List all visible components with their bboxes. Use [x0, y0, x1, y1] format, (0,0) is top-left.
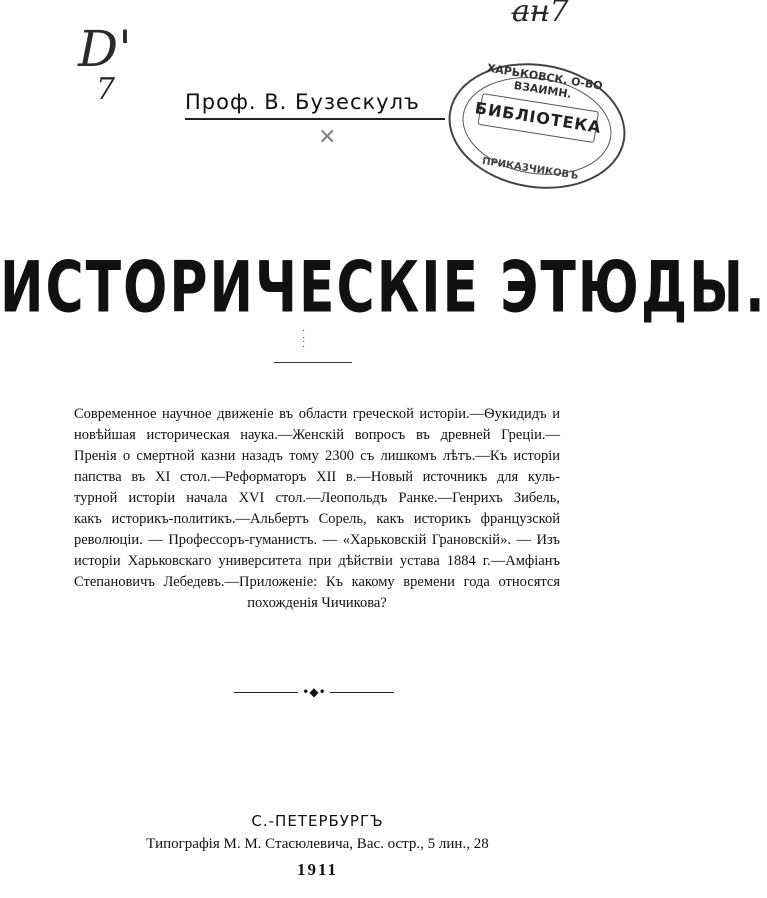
author-name: Проф. В. Бузескулъ — [185, 90, 445, 120]
contents-line: Степановичъ Лебедевъ.—Приложеніе: Къ какому времени года относятся — [74, 574, 560, 590]
contents-line: папства въ XI стол.—Реформаторъ XII в.—Новый источникъ для куль- — [74, 469, 560, 485]
imprint-year: 1911 — [296, 860, 339, 879]
library-stamp — [439, 51, 634, 201]
pencil-scribble-mark: × — [318, 124, 337, 149]
contents-line: турной исторіи начала XVI стол.—Леопольдъ Ранке.—Генрихъ Зибель, — [74, 490, 560, 506]
imprint-city: С.-ПЕТЕРБУРГЪ — [251, 812, 384, 830]
book-title: ИСТОРИЧЕСКІЕ ЭТЮДЫ. — [0, 248, 767, 329]
divider-left-rule — [234, 692, 298, 693]
imprint-printer: Типографія М. М. Стасюлевича, Вас. остр., 5 лин., 28 — [146, 836, 489, 852]
stamp-top-text: ХАРЬКОВСК. О-ВО ВЗАИМН. — [485, 61, 604, 101]
handwritten-mark-seven: 7 — [96, 72, 116, 107]
contents-line: Современное научное движеніе въ области греческой исторіи.—Ѳукидидъ и — [74, 406, 560, 422]
ornamental-divider — [234, 685, 394, 699]
stamp-middle-text: БИБЛІОТЕКА — [473, 98, 603, 137]
contents-line: похожденія Чичикова? — [247, 595, 387, 611]
handwritten-note-top-right: а̶н̶7 — [512, 0, 569, 29]
stamp-bottom-text: ПРИКАЗЧИКОВЪ — [481, 155, 580, 183]
contents-line: исторіи Харьковскаго университета при дѣйствіи устава 1884 г.—Амфіанъ — [74, 553, 560, 569]
handwritten-mark-d: D' — [78, 20, 132, 78]
short-rule — [274, 362, 352, 363]
author-block — [185, 90, 445, 120]
contents-line: Пренія о смертной казни назадъ тому 2300 съ лишкомъ лѣтъ.—Къ исторіи — [74, 448, 560, 464]
contents-line: новѣйшая историческая наука.—Женскій вопросъ въ древней Греціи.— — [74, 427, 560, 443]
divider-ornament-icon: •◆• — [302, 685, 326, 699]
small-ornament: · : · — [302, 326, 306, 353]
table-of-contents — [74, 404, 560, 614]
divider-right-rule — [330, 692, 394, 693]
contents-line: революціи. — Профессоръ-гуманистъ. — «Харьковскій Грановскій». — Изъ — [74, 532, 560, 548]
contents-line: какъ историкъ-политикъ.—Альбертъ Сорель, какъ историкъ французской — [74, 511, 560, 527]
